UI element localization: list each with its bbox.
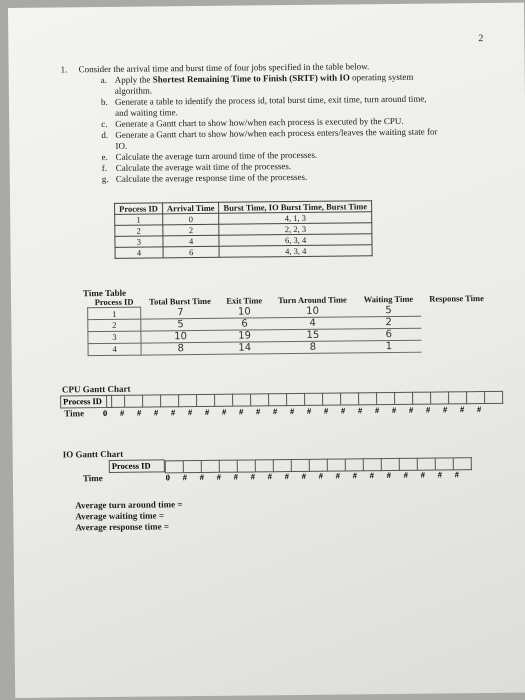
part-text: Calculate the average turn around time of the processes. bbox=[115, 149, 318, 162]
gantt-tick: # bbox=[153, 407, 159, 418]
time-table-pid: 2 bbox=[88, 319, 141, 332]
job-table-cell: 2 bbox=[115, 225, 163, 236]
gantt-tick: # bbox=[136, 407, 142, 418]
gantt-cell bbox=[323, 393, 341, 406]
gantt-cell bbox=[197, 394, 215, 407]
gantt-tick: # bbox=[340, 405, 346, 416]
gantt-start-time: 0 bbox=[102, 407, 108, 419]
gantt-tick: # bbox=[306, 405, 312, 416]
gantt-tick: # bbox=[238, 406, 244, 417]
cpu-gantt-process-label: Process ID bbox=[60, 395, 112, 409]
gantt-tick: # bbox=[204, 406, 210, 417]
gantt-cell bbox=[485, 391, 503, 404]
gantt-tick: # bbox=[284, 471, 289, 482]
io-gantt-title: IO Gantt Chart bbox=[62, 448, 124, 460]
gantt-tick: # bbox=[250, 471, 255, 482]
gantt-cell bbox=[106, 395, 125, 408]
gantt-tick: # bbox=[323, 405, 329, 416]
time-table-pid: 4 bbox=[88, 343, 141, 356]
handwritten-value: 2 bbox=[356, 316, 421, 329]
gantt-tick: # bbox=[476, 404, 482, 415]
io-time-label: Time bbox=[82, 473, 103, 484]
gantt-tick: # bbox=[301, 470, 306, 481]
part-label: b. bbox=[100, 96, 108, 108]
time-table-pid: 1 bbox=[88, 307, 141, 319]
gantt-cell bbox=[305, 393, 323, 406]
part-text: Generate a Gantt chart to show how/when each process is executed by the CPU. bbox=[115, 115, 404, 129]
job-table bbox=[114, 200, 373, 259]
gantt-cell bbox=[233, 393, 251, 406]
handwritten-value bbox=[421, 327, 493, 340]
col-burst-time: Burst Time, IO Burst Time, Burst Time bbox=[219, 201, 372, 214]
job-table-cell: 6, 3, 4 bbox=[219, 234, 372, 247]
job-table-cell: 4, 3, 4 bbox=[219, 245, 372, 258]
gantt-tick: # bbox=[352, 470, 357, 481]
time-table bbox=[87, 294, 494, 356]
part-text-continued: algorithm. bbox=[114, 85, 153, 96]
gantt-tick: # bbox=[374, 405, 380, 416]
time-table-col: Exit Time bbox=[226, 295, 263, 306]
gantt-tick: # bbox=[199, 471, 204, 483]
part-label: g. bbox=[101, 173, 109, 185]
handwritten-value: 10 bbox=[141, 330, 220, 343]
gantt-cell bbox=[179, 394, 197, 407]
gantt-tick: # bbox=[289, 406, 295, 417]
job-table-cell: 4, 1, 3 bbox=[219, 212, 372, 225]
col-arrival-time: Arrival Time bbox=[162, 202, 219, 214]
handwritten-value: 7 bbox=[141, 307, 220, 319]
gantt-cell bbox=[341, 392, 359, 405]
job-table-cell: 4 bbox=[115, 247, 163, 258]
part-text: Calculate the average response time of the processes. bbox=[115, 171, 308, 184]
gantt-tick: # bbox=[454, 469, 459, 480]
part-label: a. bbox=[100, 74, 108, 86]
io-time-ticks bbox=[153, 469, 459, 482]
gantt-tick: # bbox=[170, 407, 176, 418]
gantt-cell bbox=[215, 394, 233, 407]
io-gantt-process-label: Process ID bbox=[109, 459, 165, 473]
time-table-col: Waiting Time bbox=[363, 293, 414, 305]
gantt-cell bbox=[431, 391, 449, 404]
handwritten-value: 5 bbox=[356, 305, 421, 317]
part-text-post: operating system bbox=[349, 71, 414, 83]
gantt-cell bbox=[467, 391, 485, 404]
question-intro: Consider the arrival time and burst time of four jobs specified in the table below. bbox=[78, 61, 370, 75]
gantt-cell bbox=[359, 392, 377, 405]
gantt-tick: # bbox=[403, 469, 408, 480]
handwritten-value bbox=[421, 304, 493, 316]
handwritten-value bbox=[421, 339, 493, 352]
gantt-cell bbox=[377, 392, 395, 405]
part-label: c. bbox=[101, 118, 108, 130]
job-table-cell: 2, 2, 3 bbox=[219, 223, 372, 236]
handwritten-value: 4 bbox=[269, 317, 356, 330]
part-text-continued: and waiting time. bbox=[115, 107, 178, 118]
handwritten-value: 8 bbox=[270, 341, 357, 354]
question-number: 1. bbox=[60, 64, 68, 75]
gantt-tick: # bbox=[442, 404, 448, 415]
handwritten-value: 5 bbox=[141, 318, 220, 331]
col-process-id: Process ID bbox=[115, 203, 163, 214]
part-text: Generate a table to identify the process id, total burst time, exit time, turn around time, bbox=[114, 93, 427, 107]
gantt-tick: # bbox=[318, 470, 323, 481]
avg-waiting-label: Average waiting time = bbox=[75, 510, 165, 522]
gantt-cell bbox=[125, 395, 143, 408]
avg-response-label: Average response time = bbox=[75, 521, 170, 533]
cpu-time-label: Time bbox=[64, 408, 85, 419]
gantt-tick: # bbox=[233, 471, 238, 482]
time-table-col: Response Time bbox=[429, 293, 484, 304]
handwritten-value: 8 bbox=[141, 342, 220, 355]
gantt-tick: # bbox=[255, 406, 261, 417]
time-table-col: Turn Around Time bbox=[278, 294, 347, 306]
gantt-cell bbox=[395, 392, 413, 405]
gantt-cell bbox=[413, 392, 431, 405]
gantt-tick: # bbox=[357, 405, 363, 416]
handwritten-value: 6 bbox=[220, 318, 270, 331]
time-table-col: Total Burst Time bbox=[149, 295, 211, 307]
job-table-row bbox=[115, 245, 372, 259]
part-label: f. bbox=[101, 162, 107, 174]
handwritten-value: 1 bbox=[356, 340, 421, 353]
job-table-cell: 0 bbox=[162, 213, 219, 225]
part-text-pre: Apply the bbox=[114, 74, 153, 85]
handwritten-value: 14 bbox=[220, 342, 270, 355]
job-table-cell: 3 bbox=[115, 236, 163, 247]
gantt-tick: # bbox=[216, 471, 221, 482]
job-table-cell: 6 bbox=[163, 246, 220, 258]
gantt-tick: # bbox=[459, 404, 465, 415]
gantt-tick: # bbox=[437, 469, 442, 480]
gantt-tick: # bbox=[267, 471, 272, 482]
gantt-tick: # bbox=[425, 404, 431, 415]
part-label: d. bbox=[101, 129, 109, 141]
gantt-cell bbox=[269, 393, 287, 406]
gantt-cell bbox=[449, 391, 467, 404]
job-table-cell: 4 bbox=[163, 235, 220, 247]
job-table-cell: 2 bbox=[163, 224, 220, 236]
part-text: Generate a Gantt chart to show how/when each process enters/leaves the waiting state for bbox=[115, 126, 438, 140]
gantt-tick: # bbox=[272, 406, 278, 417]
time-table-title: Time Table bbox=[82, 287, 127, 299]
handwritten-value: 15 bbox=[269, 329, 356, 342]
gantt-cell bbox=[251, 393, 269, 406]
part-text-continued: IO. bbox=[115, 140, 128, 151]
gantt-tick: # bbox=[182, 472, 187, 483]
gantt-tick: # bbox=[386, 470, 391, 481]
time-table-pid: 3 bbox=[88, 331, 141, 344]
handwritten-value: 10 bbox=[269, 305, 356, 317]
gantt-start-time: 0 bbox=[165, 472, 170, 483]
job-table-cell: 1 bbox=[115, 214, 163, 225]
gantt-tick: # bbox=[420, 469, 425, 480]
gantt-tick: # bbox=[369, 470, 374, 481]
time-table-col: Process ID bbox=[94, 296, 134, 308]
part-label: e. bbox=[101, 151, 108, 163]
gantt-tick: # bbox=[391, 404, 397, 416]
gantt-cell bbox=[287, 393, 305, 406]
handwritten-value: 19 bbox=[220, 330, 270, 343]
gantt-tick: # bbox=[335, 470, 340, 481]
handwritten-value bbox=[421, 315, 493, 328]
gantt-tick: # bbox=[187, 407, 193, 418]
gantt-tick: # bbox=[408, 404, 414, 415]
gantt-cell bbox=[161, 394, 179, 407]
gantt-tick: # bbox=[221, 406, 227, 417]
part-text bbox=[115, 72, 414, 85]
handwritten-value: 10 bbox=[220, 306, 270, 318]
avg-turnaround-label: Average turn around time = bbox=[75, 499, 183, 511]
part-text-bold: Shortest Remaining Time to Finish (SRTF) with IO bbox=[152, 72, 350, 85]
gantt-tick: # bbox=[119, 407, 125, 418]
handwritten-value: 6 bbox=[356, 328, 421, 341]
gantt-cell bbox=[143, 394, 161, 407]
page-number: 2 bbox=[478, 33, 484, 45]
paper-sheet bbox=[8, 3, 525, 698]
cpu-gantt-title: CPU Gantt Chart bbox=[61, 383, 131, 395]
part-text: Calculate the average wait time of the processes. bbox=[115, 161, 292, 173]
